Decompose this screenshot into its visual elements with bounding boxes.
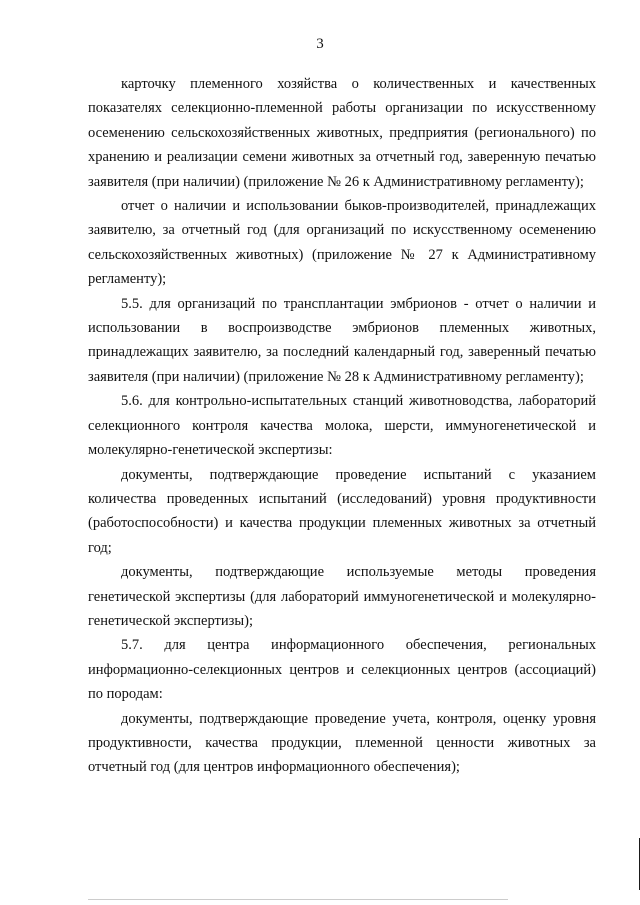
paragraph-item-5-6: 5.6. для контрольно-испытательных станций животноводства, лабораторий селекционного контроля качества молока, шерсти, иммуногенетической и молекулярно-генетической экспертизы:: [88, 393, 596, 459]
paragraph-accounting-documents: документы, подтверждающие проведение учета, контроля, оценку уровня продуктивности, качества продукции, племенной ценности животных за отчетный год (для центров информационного обеспечения);: [88, 710, 596, 776]
paragraph-bulls-report: отчет о наличии и использовании быков-производителей, принадлежащих заявителю, за отчетный год (для организаций по искусственному осеменению сельскохозяйственных животных) (приложение № 27 к Административному регламенту);: [88, 198, 596, 288]
paragraph-item-5-5: 5.5. для организаций по трансплантации эмбрионов - отчет о наличии и использовании в воспроизводстве эмбрионов племенных животных, принадлежащих заявителю, за последний календарный год, заверенный печатью заявителя (при наличии) (приложение № 28 к Административному регламенту);: [88, 295, 596, 385]
paragraph-breeding-farm-card: карточку племенного хозяйства о количественных и качественных показателях селекционно-племенной работы организации по искусственному осеменению сельскохозяйственных животных, предприятия (регионального) по хранению и реализации семени животных за отчетный год, заверенную печатью заявителя (при наличии) (приложение № 26 к Административному регламенту);: [88, 76, 596, 190]
page-number: 3: [316, 36, 324, 52]
paragraph-item-5-7: 5.7. для центра информационного обеспечения, региональных информационно-селекционных центров и селекционных центров (ассоциаций) по породам:: [88, 637, 596, 703]
paragraph-genetic-methods: документы, подтверждающие используемые методы проведения генетической экспертизы (для лабораторий иммуногенетической и молекулярно-генетической экспертизы);: [88, 564, 596, 629]
scan-bottom-line: [88, 899, 508, 900]
document-body: [88, 72, 596, 780]
paragraph-testing-documents: документы, подтверждающие проведение испытаний с указанием количества проведенных испытаний (исследований) уровня продуктивности (работоспособности) и качества продукции племенных животных за отчетный год;: [88, 466, 596, 556]
